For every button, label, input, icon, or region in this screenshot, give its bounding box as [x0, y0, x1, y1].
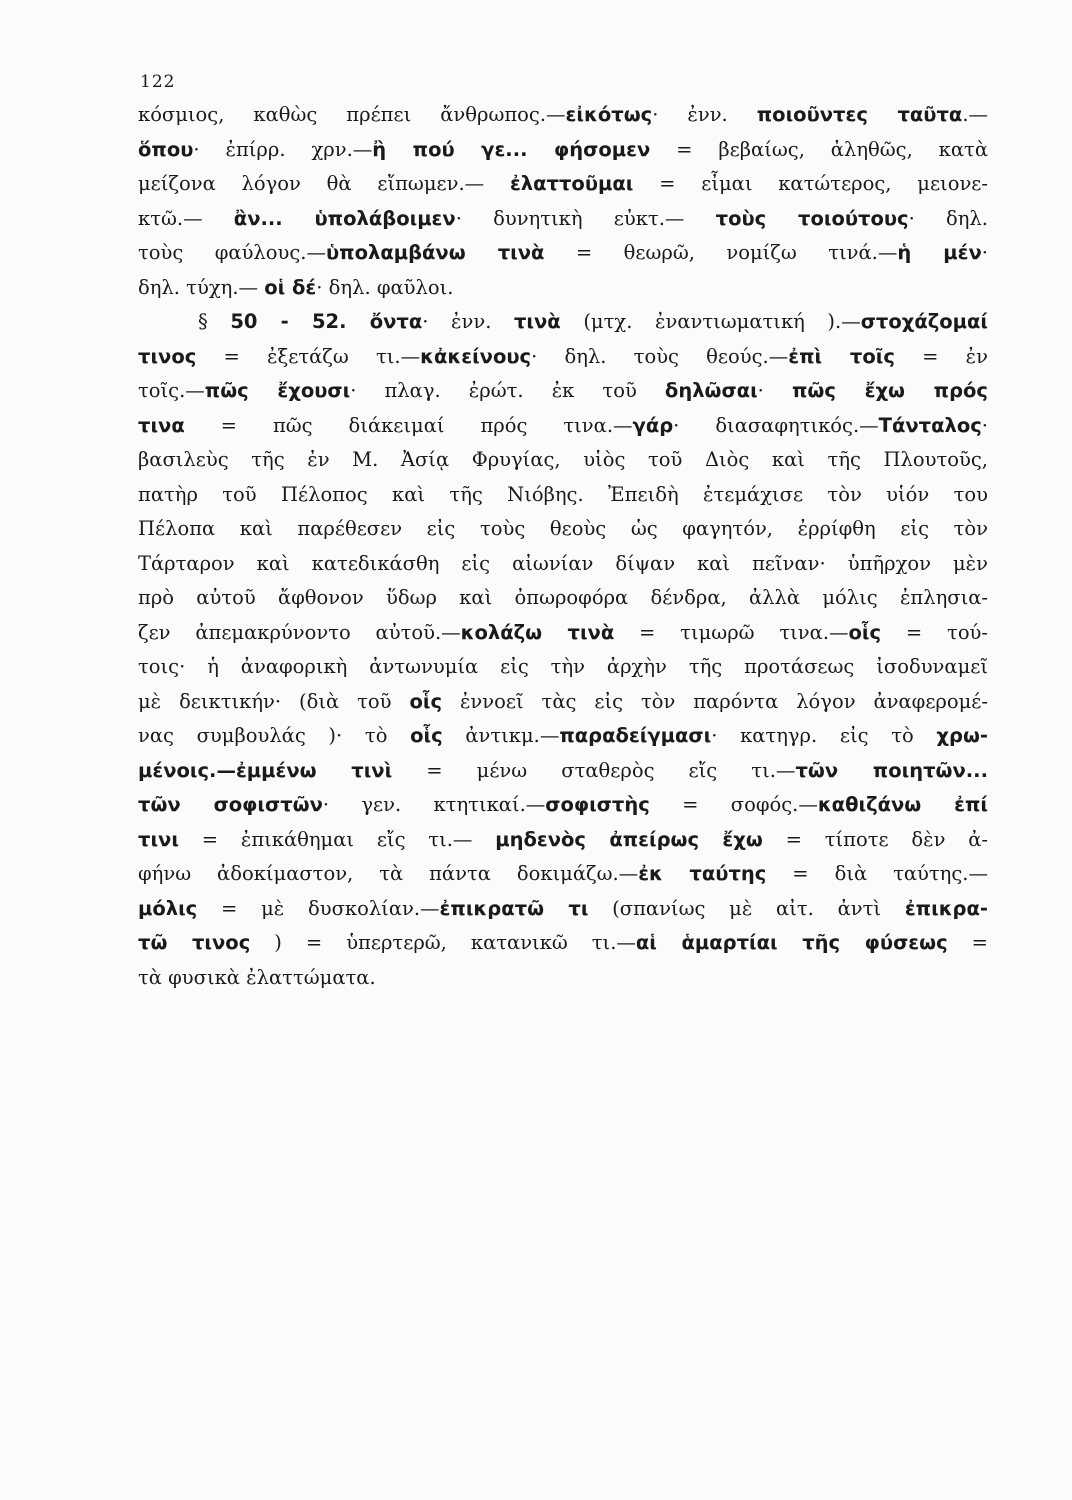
text-line: δηλ. τύχη.— οἱ δέ· δηλ. φαῦλοι.: [138, 275, 454, 299]
text-line: τὰ φυσικὰ ἐλαττώματα.: [138, 965, 376, 989]
text-line: τῶν σοφιστῶν· γεν. κτητικαί.—σοφιστὴς = σοφός.—καθιζάνω ἐπί: [138, 793, 988, 816]
text-line: Τάρταρον καὶ κατεδικάσθη εἰς αἰωνίαν δίψαν καὶ πεῖναν· ὑπῆρχον μὲν: [138, 551, 988, 575]
text-line: κόσμιος, καθὼς πρέπει ἄνθρωπος.—εἰκότως· ἐνν. ποιοῦντες ταῦτα.—: [138, 103, 989, 126]
section-heading-line: § 50 - 52. ὄντα· ἐνν. τινὰ (μτχ. ἐναντιωματική ).—στοχάζομαί: [198, 310, 988, 333]
commentary-text: [138, 98, 988, 995]
text-line: ὅπου· ἐπίρρ. χρν.—ἢ πού γε... φήσομεν = βεβαίως, ἀληθῶς, κατὰ: [138, 137, 988, 161]
text-line: τοις· ἡ ἀναφορικὴ ἀντωνυμία εἰς τὴν ἀρχὴν τῆς προτάσεως ἰσοδυναμεῖ: [138, 655, 988, 678]
text-line: τινος = ἐξετάζω τι.—κἀκείνους· δηλ. τοὺς θεούς.—ἐπὶ τοῖς = ἐν: [138, 344, 988, 368]
text-line: μείζονα λόγον θὰ εἴπωμεν.— ἐλαττοῦμαι = εἶμαι κατώτερος, μειονε-: [138, 172, 988, 195]
text-line: βασιλεὺς τῆς ἐν Μ. Ἀσίᾳ Φρυγίας, υἱὸς τοῦ Διὸς καὶ τῆς Πλουτοῦς,: [138, 448, 988, 471]
text-line: νας συμβουλάς )· τὸ οἷς ἀντικμ.—παραδείγμασι· κατηγρ. εἰς τὸ χρω-: [138, 724, 988, 747]
text-line: τινι = ἐπικάθημαι εἴς τι.— μηδενὸς ἀπείρως ἔχω = τίποτε δὲν ἀ-: [138, 827, 989, 851]
text-line: φήνω ἀδοκίμαστον, τὰ πάντα δοκιμάζω.—ἐκ ταύτης = διὰ ταύτης.—: [138, 862, 988, 885]
text-line: μόλις = μὲ δυσκολίαν.—ἐπικρατῶ τι (σπανίως μὲ αἰτ. ἀντὶ ἐπικρα-: [138, 896, 988, 920]
text-line: τοὺς φαύλους.—ὑπολαμβάνω τινὰ = θεωρῶ, νομίζω τινά.—ἡ μέν·: [138, 241, 988, 264]
text-line: τινα = πῶς διάκειμαί πρός τινα.—γάρ· διασαφητικός.—Τάνταλος·: [138, 413, 988, 437]
text-line: Πέλοπα καὶ παρέθεσεν εἰς τοὺς θεοὺς ὡς φαγητόν, ἐρρίφθη εἰς τὸν: [138, 517, 988, 540]
text-line: μένοις.—ἐμμένω τινὶ = μένω σταθερὸς εἴς τι.—τῶν ποιητῶν...: [138, 758, 988, 782]
text-line: μὲ δεικτικήν· (διὰ τοῦ οἷς ἐννοεῖ τὰς εἰς τὸν παρόντα λόγον ἀναφερομέ-: [138, 689, 988, 713]
text-line: τοῖς.—πῶς ἔχουσι· πλαγ. ἐρώτ. ἐκ τοῦ δηλῶσαι· πῶς ἔχω πρός: [138, 379, 988, 402]
text-line: ζεν ἀπεμακρύνοντο αὐτοῦ.—κολάζω τινὰ = τιμωρῶ τινα.—οἷς = τού-: [138, 620, 988, 644]
text-line: πατὴρ τοῦ Πέλοπος καὶ τῆς Νιόβης. Ἐπειδὴ ἐτεμάχισε τὸν υἱόν του: [138, 482, 988, 506]
page-number: 122: [140, 72, 176, 92]
text-line: κτῶ.— ἂν... ὑπολάβοιμεν· δυνητικὴ εὐκτ.— τοὺς τοιούτους· δηλ.: [138, 206, 988, 230]
text-line: τῶ τινος ) = ὑπερτερῶ, κατανικῶ τι.—αἱ ἁμαρτίαι τῆς φύσεως =: [138, 931, 988, 954]
text-line: πρὸ αὐτοῦ ἄφθονον ὕδωρ καὶ ὀπωροφόρα δένδρα, ἀλλὰ μόλις ἐπλησια-: [138, 586, 988, 609]
